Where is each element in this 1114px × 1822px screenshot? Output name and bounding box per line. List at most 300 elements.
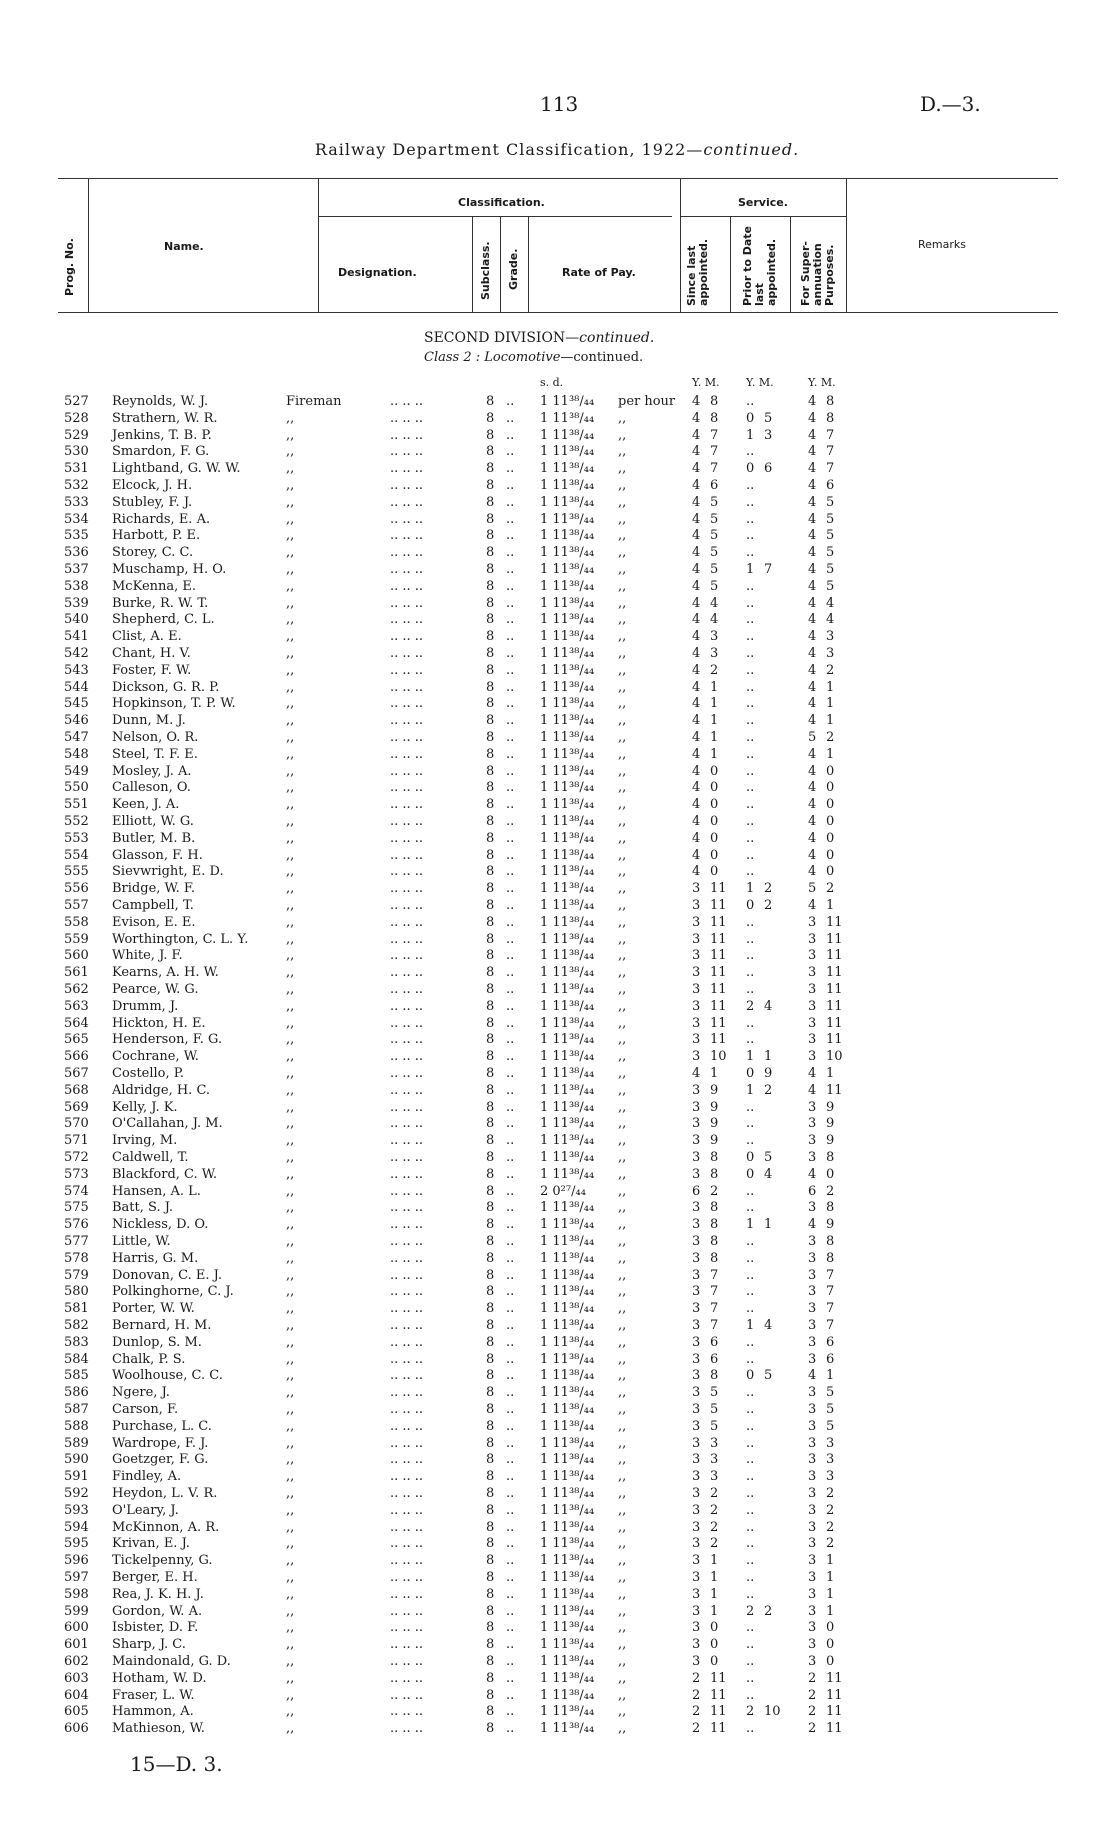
grade: 8 [486, 1334, 495, 1350]
col-divider [500, 216, 501, 312]
rate-unit: ,, [618, 1418, 627, 1434]
super-months: 2 [826, 881, 835, 897]
prior-years: .. [746, 1586, 755, 1602]
since-months: 0 [710, 763, 719, 779]
prior-years: .. [746, 1267, 755, 1283]
super-months: 11 [826, 1704, 843, 1720]
header-rate-of-pay: Rate of Pay. [562, 266, 636, 279]
rate-of-pay: 1 11³⁸/₄₄ [540, 881, 595, 897]
designation: ,, [286, 1301, 295, 1317]
leader-dots: .. .. .. [390, 427, 424, 443]
super-months: 11 [826, 1032, 843, 1048]
rate-unit: ,, [618, 1032, 627, 1048]
since-months: 11 [710, 1721, 727, 1737]
rate-of-pay: 1 11³⁸/₄₄ [540, 931, 595, 947]
prior-years: .. [746, 1234, 755, 1249]
designation: ,, [286, 578, 295, 594]
rate-unit: ,, [618, 1133, 627, 1149]
prog-no: 555 [64, 864, 89, 880]
super-months: 6 [826, 478, 835, 493]
since-years: 3 [692, 1637, 701, 1653]
rate-of-pay: 1 11³⁸/₄₄ [540, 427, 595, 443]
page-title [0, 140, 1114, 159]
rate-unit: ,, [618, 730, 627, 745]
rate-of-pay: 1 11³⁸/₄₄ [540, 1049, 595, 1065]
super-months: 0 [826, 847, 835, 863]
since-months: 11 [710, 881, 727, 897]
table-row [0, 1419, 1114, 1435]
rate-unit: ,, [618, 948, 627, 964]
table-row [0, 1167, 1114, 1183]
grade: 8 [486, 847, 495, 863]
units-sd: s. d. [540, 376, 564, 389]
leader-dots: .. .. .. [390, 898, 424, 913]
designation: ,, [286, 410, 295, 426]
rate-unit: ,, [618, 461, 627, 477]
since-months: 5 [710, 511, 719, 527]
super-months: 7 [826, 1301, 835, 1317]
prior-years: .. [746, 1553, 755, 1569]
employee-name: Calleson, O. [112, 780, 191, 796]
prior-years: .. [746, 679, 755, 695]
prior-months: 2 [764, 898, 773, 913]
prior-years: .. [746, 713, 755, 729]
table-row [0, 898, 1114, 914]
leader-dots: .. [506, 1435, 515, 1451]
since-months: 1 [710, 696, 719, 712]
prog-no: 552 [64, 814, 89, 829]
col-divider [472, 216, 473, 312]
rate-of-pay: 1 11³⁸/₄₄ [540, 394, 595, 409]
employee-name: White, J. F. [112, 948, 183, 964]
prog-no: 542 [64, 646, 89, 661]
leader-dots: .. .. .. [390, 1452, 424, 1468]
rate-unit: ,, [618, 898, 627, 913]
rate-unit: ,, [618, 1435, 627, 1451]
since-years: 4 [692, 629, 701, 645]
prior-years: .. [746, 763, 755, 779]
grade: 8 [486, 1150, 495, 1165]
leader-dots: .. [506, 679, 515, 695]
super-years: 4 [808, 427, 817, 443]
employee-name: Ngere, J. [112, 1385, 170, 1401]
prog-no: 540 [64, 612, 89, 628]
designation: ,, [286, 1049, 295, 1065]
rate-of-pay: 1 11³⁸/₄₄ [540, 713, 595, 729]
header-classification: Classification. [458, 196, 545, 209]
prior-months: 4 [764, 1318, 773, 1333]
employee-name: Nickless, D. O. [112, 1217, 209, 1233]
table-row [0, 1083, 1114, 1099]
prog-no: 582 [64, 1318, 89, 1333]
rate-of-pay: 1 11³⁸/₄₄ [540, 1318, 595, 1333]
since-years: 3 [692, 948, 701, 964]
since-years: 4 [692, 562, 701, 577]
super-months: 10 [826, 1049, 843, 1065]
prog-no: 572 [64, 1150, 89, 1165]
super-years: 4 [808, 511, 817, 527]
since-months: 5 [710, 562, 719, 577]
since-months: 8 [710, 1150, 719, 1165]
since-months: 6 [710, 1334, 719, 1350]
super-months: 0 [826, 814, 835, 829]
since-months: 2 [710, 1519, 719, 1535]
leader-dots: .. .. .. [390, 1570, 424, 1585]
since-months: 10 [710, 1049, 727, 1065]
since-months: 11 [710, 914, 727, 930]
rate-unit: ,, [618, 1284, 627, 1300]
table-row [0, 411, 1114, 427]
prog-no: 528 [64, 410, 89, 426]
designation: ,, [286, 1082, 295, 1098]
employee-name: Drumm, J. [112, 998, 179, 1014]
super-months: 7 [826, 444, 835, 460]
prog-no: 592 [64, 1486, 89, 1501]
prog-no: 602 [64, 1654, 89, 1669]
designation: ,, [286, 1385, 295, 1401]
since-years: 4 [692, 662, 701, 678]
col-divider [88, 178, 89, 312]
table-row [0, 965, 1114, 981]
grade: 8 [486, 1301, 495, 1317]
grade: 8 [486, 478, 495, 493]
grade: 8 [486, 679, 495, 695]
rate-unit: ,, [618, 982, 627, 997]
designation: ,, [286, 612, 295, 628]
leader-dots: .. .. .. [390, 612, 424, 628]
table-row [0, 1637, 1114, 1653]
since-years: 3 [692, 1435, 701, 1451]
grade: 8 [486, 427, 495, 443]
rate-of-pay: 1 11³⁸/₄₄ [540, 1066, 595, 1081]
designation: ,, [286, 1553, 295, 1569]
employee-name: Caldwell, T. [112, 1150, 189, 1165]
leader-dots: .. [506, 1217, 515, 1233]
since-years: 4 [692, 830, 701, 846]
leader-dots: .. .. .. [390, 1116, 424, 1132]
since-months: 0 [710, 864, 719, 880]
designation: ,, [286, 780, 295, 796]
since-years: 3 [692, 1150, 701, 1165]
prog-no: 579 [64, 1267, 89, 1283]
leader-dots: .. .. .. [390, 1502, 424, 1518]
rate-of-pay: 1 11³⁸/₄₄ [540, 1301, 595, 1317]
prior-months: 7 [764, 562, 773, 577]
since-months: 1 [710, 746, 719, 762]
employee-name: Steel, T. F. E. [112, 746, 198, 762]
rate-unit: ,, [618, 629, 627, 645]
employee-name: Goetzger, F. G. [112, 1452, 209, 1468]
table-row [0, 780, 1114, 796]
rate-of-pay: 1 11³⁸/₄₄ [540, 864, 595, 880]
since-years: 4 [692, 394, 701, 409]
super-years: 4 [808, 763, 817, 779]
grade: 8 [486, 1015, 495, 1031]
super-months: 7 [826, 1267, 835, 1283]
prior-years: 0 [746, 1066, 755, 1081]
since-months: 9 [710, 1099, 719, 1115]
employee-name: Worthington, C. L. Y. [112, 931, 249, 947]
leader-dots: .. .. .. [390, 1334, 424, 1350]
super-years: 4 [808, 898, 817, 913]
prior-months: 6 [764, 461, 773, 477]
table-row [0, 1200, 1114, 1216]
leader-dots: .. .. .. [390, 595, 424, 611]
employee-name: Batt, S. J. [112, 1200, 174, 1216]
since-months: 7 [710, 1318, 719, 1333]
since-months: 5 [710, 1402, 719, 1417]
prior-years: .. [746, 1536, 755, 1552]
since-months: 7 [710, 427, 719, 443]
title-main: Railway Department Classification, 1922 [314, 140, 687, 159]
grade: 8 [486, 394, 495, 409]
rate-unit: ,, [618, 1670, 627, 1686]
table-row [0, 1385, 1114, 1401]
leader-dots: .. [506, 797, 515, 813]
leader-dots: .. .. .. [390, 478, 424, 493]
super-years: 4 [808, 528, 817, 544]
rate-unit: ,, [618, 1536, 627, 1552]
since-years: 4 [692, 1066, 701, 1081]
super-years: 4 [808, 444, 817, 460]
since-years: 4 [692, 814, 701, 829]
super-months: 11 [826, 982, 843, 997]
since-years: 4 [692, 511, 701, 527]
leader-dots: .. [506, 427, 515, 443]
rate-unit: ,, [618, 1066, 627, 1081]
designation: ,, [286, 1536, 295, 1552]
prog-no: 563 [64, 998, 89, 1014]
table-row [0, 562, 1114, 578]
since-years: 3 [692, 1099, 701, 1115]
prog-no: 573 [64, 1166, 89, 1182]
employee-name: Maindonald, G. D. [112, 1654, 231, 1669]
super-months: 5 [826, 1402, 835, 1417]
prior-years: .. [746, 511, 755, 527]
grade: 8 [486, 1536, 495, 1552]
leader-dots: .. .. .. [390, 1435, 424, 1451]
designation: ,, [286, 914, 295, 930]
table-row [0, 545, 1114, 561]
prog-no: 538 [64, 578, 89, 594]
grade: 8 [486, 578, 495, 594]
rate-unit: ,, [618, 1603, 627, 1619]
super-months: 5 [826, 1418, 835, 1434]
leader-dots: .. [506, 545, 515, 561]
leader-dots: .. .. .. [390, 1486, 424, 1501]
rate-unit: ,, [618, 1486, 627, 1501]
prior-years: .. [746, 394, 755, 409]
designation: ,, [286, 1402, 295, 1417]
since-years: 3 [692, 1402, 701, 1417]
super-years: 3 [808, 1586, 817, 1602]
footer-signature: 15—D. 3. [130, 1752, 223, 1776]
grade: 8 [486, 1519, 495, 1535]
grade: 8 [486, 1183, 495, 1199]
leader-dots: .. .. .. [390, 1284, 424, 1300]
employee-name: Findley, A. [112, 1469, 182, 1485]
rate-unit: ,, [618, 914, 627, 930]
table-row [0, 1402, 1114, 1418]
leader-dots: .. .. .. [390, 1704, 424, 1720]
rate-of-pay: 1 11³⁸/₄₄ [540, 1519, 595, 1535]
prog-no: 597 [64, 1570, 89, 1585]
super-months: 11 [826, 1015, 843, 1031]
prior-years: .. [746, 1133, 755, 1149]
super-years: 3 [808, 1032, 817, 1048]
designation: ,, [286, 864, 295, 880]
table-row [0, 696, 1114, 712]
prior-years: .. [746, 847, 755, 863]
since-months: 1 [710, 730, 719, 745]
leader-dots: .. .. .. [390, 1166, 424, 1182]
since-months: 11 [710, 1704, 727, 1720]
since-months: 11 [710, 948, 727, 964]
super-months: 11 [826, 948, 843, 964]
prior-years: .. [746, 730, 755, 745]
designation: ,, [286, 1116, 295, 1132]
super-years: 3 [808, 1486, 817, 1501]
since-months: 0 [710, 1637, 719, 1653]
leader-dots: .. .. .. [390, 1183, 424, 1199]
units-ym-super: Y. M. [808, 376, 836, 389]
grade: 8 [486, 1116, 495, 1132]
rate-unit: ,, [618, 444, 627, 460]
grade: 8 [486, 1687, 495, 1703]
header-name: Name. [164, 240, 204, 253]
rate-unit: ,, [618, 1402, 627, 1417]
leader-dots: .. .. .. [390, 528, 424, 544]
employee-name: Stubley, F. J. [112, 494, 193, 510]
employee-name: Chalk, P. S. [112, 1351, 186, 1367]
leader-dots: .. [506, 1116, 515, 1132]
table-row [0, 797, 1114, 813]
grade: 8 [486, 646, 495, 661]
designation: ,, [286, 461, 295, 477]
rate-of-pay: 1 11³⁸/₄₄ [540, 1418, 595, 1434]
table-row [0, 713, 1114, 729]
rate-unit: ,, [618, 1469, 627, 1485]
table-row [0, 1536, 1114, 1552]
prior-years: 0 [746, 1150, 755, 1165]
table-row [0, 1116, 1114, 1132]
designation: ,, [286, 1721, 295, 1737]
leader-dots: .. .. .. [390, 662, 424, 678]
employee-name: Kelly, J. K. [112, 1099, 178, 1115]
prior-years: .. [746, 444, 755, 460]
super-months: 8 [826, 1200, 835, 1216]
employee-name: Little, W. [112, 1234, 171, 1249]
prior-years: 0 [746, 1166, 755, 1182]
since-years: 3 [692, 1620, 701, 1636]
employee-name: Chant, H. V. [112, 646, 191, 661]
employee-name: Cochrane, W. [112, 1049, 199, 1065]
prior-years: 1 [746, 562, 755, 577]
table-row [0, 596, 1114, 612]
super-months: 5 [826, 494, 835, 510]
super-years: 3 [808, 982, 817, 997]
header-bottom-rule [58, 312, 1058, 313]
leader-dots: .. .. .. [390, 746, 424, 762]
since-months: 2 [710, 1183, 719, 1199]
leader-dots: .. .. .. [390, 1654, 424, 1669]
leader-dots: .. [506, 881, 515, 897]
leader-dots: .. [506, 629, 515, 645]
rate-of-pay: 1 11³⁸/₄₄ [540, 746, 595, 762]
since-years: 2 [692, 1687, 701, 1703]
prog-no: 603 [64, 1670, 89, 1686]
since-months: 3 [710, 1469, 719, 1485]
since-months: 5 [710, 528, 719, 544]
employee-name: Tickelpenny, G. [112, 1553, 213, 1569]
rate-of-pay: 1 11³⁸/₄₄ [540, 948, 595, 964]
leader-dots: .. [506, 1687, 515, 1703]
since-years: 3 [692, 1049, 701, 1065]
since-years: 3 [692, 1586, 701, 1602]
grade: 8 [486, 898, 495, 913]
employee-name: Henderson, F. G. [112, 1032, 223, 1048]
prior-years: .. [746, 1099, 755, 1115]
super-years: 3 [808, 1637, 817, 1653]
class-suffix: —continued. [560, 350, 644, 365]
table-row [0, 663, 1114, 679]
grade: 8 [486, 830, 495, 846]
leader-dots: .. [506, 1049, 515, 1065]
super-years: 3 [808, 1385, 817, 1401]
rate-unit: ,, [618, 1049, 627, 1065]
employee-name: Kearns, A. H. W. [112, 965, 219, 981]
header-prior-to: Prior to Date last appointed. [741, 226, 778, 306]
leader-dots: .. .. .. [390, 864, 424, 880]
prior-years: 1 [746, 1049, 755, 1065]
leader-dots: .. .. .. [390, 1469, 424, 1485]
rate-unit: ,, [618, 780, 627, 796]
employee-name: Costello, P. [112, 1066, 185, 1081]
table-row [0, 1032, 1114, 1048]
designation: ,, [286, 444, 295, 460]
employee-name: Mathieson, W. [112, 1721, 205, 1737]
leader-dots: .. [506, 1418, 515, 1434]
leader-dots: .. [506, 746, 515, 762]
super-years: 3 [808, 1402, 817, 1417]
super-years: 3 [808, 1452, 817, 1468]
leader-dots: .. [506, 982, 515, 997]
prior-years: .. [746, 696, 755, 712]
prior-years: .. [746, 1637, 755, 1653]
table-row [0, 1234, 1114, 1250]
rate-of-pay: 1 11³⁸/₄₄ [540, 730, 595, 745]
super-months: 1 [826, 898, 835, 913]
document-reference: D.—3. [920, 92, 981, 116]
super-years: 3 [808, 1536, 817, 1552]
designation: ,, [286, 1435, 295, 1451]
prog-no: 574 [64, 1183, 89, 1199]
super-years: 2 [808, 1704, 817, 1720]
rate-of-pay: 1 11³⁸/₄₄ [540, 914, 595, 930]
prog-no: 585 [64, 1368, 89, 1384]
employee-name: Sharp, J. C. [112, 1637, 186, 1653]
super-years: 5 [808, 730, 817, 745]
designation: ,, [286, 696, 295, 712]
since-years: 3 [692, 1267, 701, 1283]
rate-of-pay: 1 11³⁸/₄₄ [540, 780, 595, 796]
prog-no: 583 [64, 1334, 89, 1350]
designation: ,, [286, 1418, 295, 1434]
super-months: 2 [826, 1183, 835, 1199]
since-years: 4 [692, 595, 701, 611]
designation: ,, [286, 1620, 295, 1636]
designation: ,, [286, 1217, 295, 1233]
